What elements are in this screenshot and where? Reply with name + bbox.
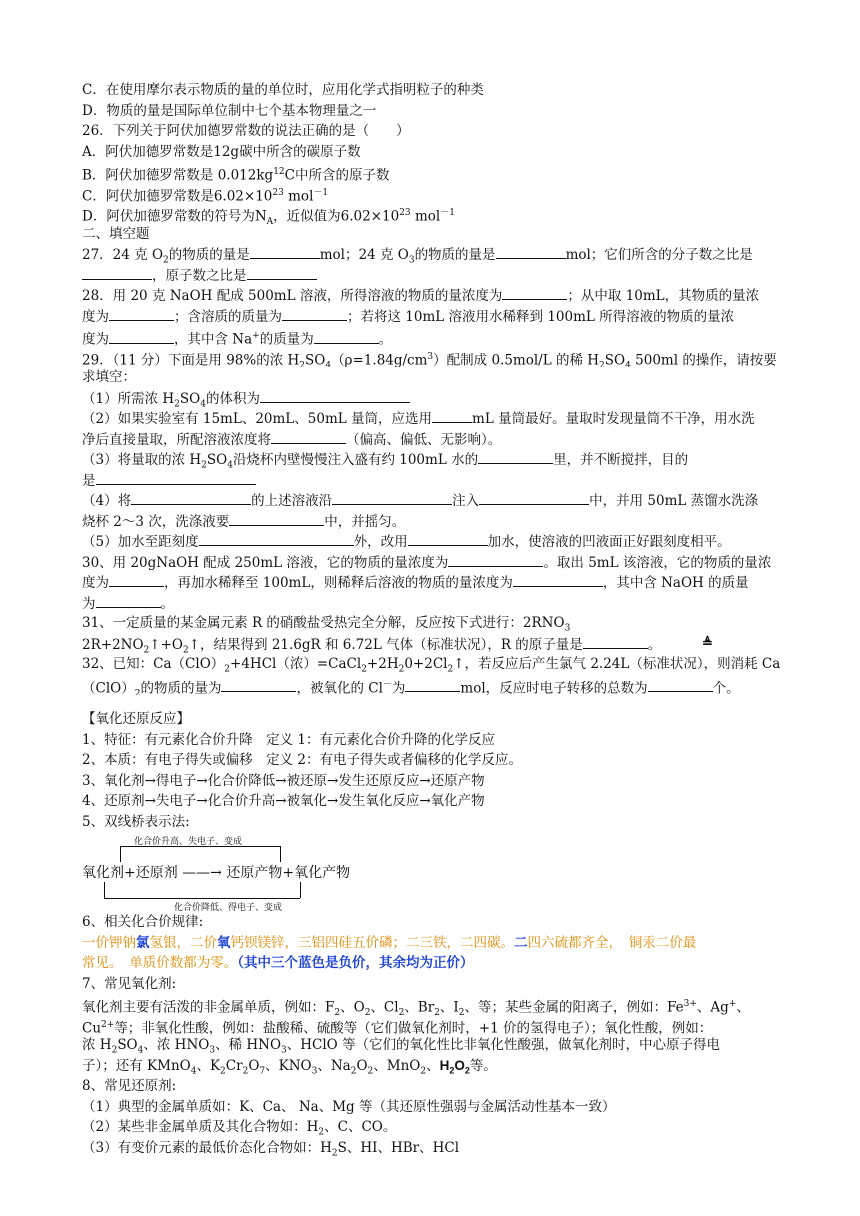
- question-29-part3-line1: （3）将量取的浓 $H_2SO_4$沿烧杯内壁慢慢注入盛有约 100mL 水的 里，并不断搅拌，目的: [82, 449, 782, 470]
- oxidant-line2: $Cu^{2+}$等；非氧化性酸，例如：盐酸稀、硫酸等（它们做氧化剂时，+1 价的氢得电子）；氧化性酸，例如：: [82, 1019, 713, 1035]
- reductant-line3: （3）有变价元素的最低价态化合物如：$H_2S$、HI、HBr、HCl: [82, 1139, 460, 1158]
- section-fill-blank: 二、填空题: [82, 225, 150, 242]
- question-26: 26．下列关于阿伏加德罗常数的说法正确的是（ ）: [82, 123, 410, 139]
- option-d-26: D．阿伏加德罗常数的符号为$N_A$，近似值为$6.02\times 10^{23}$ mol$^{-1}$: [82, 208, 455, 224]
- question-28-line1: 28．用 20 克 NaOH 配成 500mL 溶液，所得溶液的物质的量浓度为 ；从中取 10mL，其物质的量浓: [82, 285, 782, 306]
- redox-title: 【氧化还原反应】: [82, 711, 190, 727]
- valence-rhyme-line2: 常见。 单质价数都为零。（其中三个蓝色是负价，其余均为正价）: [82, 955, 474, 971]
- question-32-line1: 32、已知：$Ca(ClO)_2+4HCl$（浓）$=CaCl_2+2H_20+2Cl_2↑$，若反应后产生氯气 2.24L（标准状况），则消耗 Ca: [82, 656, 781, 675]
- bottom-bridge-line: [104, 898, 300, 899]
- redox-rule-2: 2、本质：有电子得失或偏移 定义 2：有电子得失或者偏移的化学反应。: [82, 752, 522, 768]
- top-bridge-line: [120, 846, 280, 847]
- double-bridge-diagram: [82, 832, 402, 912]
- question-29-part2-line1: （2）如果实验室有 15mL、20mL、50mL 量筒，应选用 mL 量筒最好。量取时发现量筒不干净，用水洗: [82, 408, 782, 429]
- top-bridge-left: [120, 846, 121, 862]
- blank: [478, 449, 553, 464]
- blank: [479, 490, 589, 505]
- question-29-line2: 求填空：: [82, 369, 136, 385]
- blank: [648, 677, 713, 692]
- option-c-25: C．在使用摩尔表示物质的量的单位时，应用化学式指明粒子的种类: [82, 82, 484, 98]
- reductant-line1: （1）典型的金属单质如：K、Ca、 Na、Mg 等（其还原性强弱与金属活动性基本一致）: [82, 1098, 616, 1115]
- question-31-line2: $2R+2NO_2↑+O_2↑$，结果得到 21.6gR 和 6.72L 气体（标准状况），R 的原子量是 。: [82, 634, 782, 655]
- question-29-part3-line2: 是: [82, 470, 782, 491]
- blank: [131, 490, 251, 505]
- blank: [405, 677, 460, 692]
- redox-rule-6: 6、相关化合价规律:: [82, 914, 204, 930]
- blank: [96, 470, 256, 485]
- blank: [109, 329, 174, 344]
- diagram-equation: 氧化剂+还原剂 ——→ 还原产物+氧化产物: [82, 865, 351, 881]
- question-29-line1: 29．（11 分）下面是用 98%的浓 $H_2SO_4(\rho=1.84g/cm^3)$配制成 0.5mol/L 的稀 $H_2SO_4$ 500ml 的操作，请按要: [82, 351, 777, 367]
- blank: [221, 677, 296, 692]
- redox-rule-4: 4、还原剂→失电子→化合价升高→被氧化→发生氧化反应→氧化产物: [82, 793, 485, 809]
- blank: [109, 306, 174, 321]
- blank: [250, 244, 320, 259]
- redox-rule-8: 8、常见还原剂:: [82, 1078, 177, 1094]
- oxidant-line4: 子）；还有 KMnO$_4$、$K_2Cr_2O_7$、$KNO_3$、$Na_2O_2$、MnO$_2$、$H_2O_2$等。: [82, 1057, 497, 1076]
- blank: [109, 572, 164, 587]
- redox-rule-7: 7、常见氧化剂:: [82, 975, 177, 992]
- oxidant-line3: 浓 $H_2SO_4$、浓 $HNO_3$、稀 $HNO_3$、HClO 等（它们的氧化性比非氧化性酸强，做氧化剂时，中心原子得电: [82, 1037, 721, 1056]
- blank: [513, 572, 603, 587]
- question-32-line2: $(ClO)_2$的物质的量为 ，被氧化的 Cl－为 mol，反应时电子转移的总数为 个。: [82, 675, 782, 696]
- blank: [496, 244, 566, 259]
- question-31-line1: 31、一定质量的某金属元素 R 的硝酸盐受热完全分解，反应按下式进行：$2RNO_3$: [82, 615, 571, 634]
- diagram-top-label: 化合价升高、失电子、变成: [134, 837, 243, 847]
- blank: [408, 531, 488, 546]
- blank: [247, 265, 317, 280]
- blank: [199, 531, 354, 546]
- bottom-bridge-left: [104, 882, 105, 898]
- bottom-bridge-right: [300, 882, 301, 898]
- question-27-line2: ，原子数之比是: [82, 265, 782, 286]
- option-a-26: A．阿伏加德罗常数是12g碳中所含的碳原子数: [82, 143, 361, 160]
- reductant-line2: （2）某些非金属单质及其化合物如：$H_2$、C、CO。: [82, 1119, 397, 1138]
- redox-rule-5: 5、双线桥表示法:: [82, 813, 190, 830]
- redox-rule-1: 1、特征：有元素化合价升降 定义 1：有元素化合价升降的化学反应: [82, 731, 495, 748]
- question-29-part4-line1: （4）将 的上述溶液沿 注入 中，并用 50mL 蒸馏水洗涤: [82, 490, 782, 511]
- question-28-line3: 度为 ，其中含 Na+的质量为 。: [82, 326, 782, 347]
- heating-symbol: ≜: [702, 636, 713, 651]
- blank: [260, 388, 410, 403]
- question-29-part5: （5）加水至距刻度 外，改用 加水，使溶液的凹液面正好跟刻度相平。: [82, 531, 782, 552]
- question-29-part2-line2: 净后直接量取，所配溶液浓度将 （偏高、偏低、无影响）。: [82, 429, 782, 450]
- question-29-part4-line2: 烧杯 2～3 次，洗涤液要 中，并摇匀。: [82, 511, 782, 532]
- blank: [432, 408, 472, 423]
- blank: [332, 490, 452, 505]
- top-bridge-right: [280, 846, 281, 862]
- question-30-line1: 30、用 20gNaOH 配成 250mL 溶液，它的物质的量浓度为 。取出 5mL 该溶液，它的物质的量浓: [82, 552, 782, 573]
- blank: [271, 429, 346, 444]
- blank: [82, 265, 152, 280]
- blank: [229, 511, 324, 526]
- oxidant-line1: 氧化剂主要有活泼的非金属单质，例如：$F_2$、$O_2$、$Cl_2$、$Br_2$、$I_2$、等；某些金属的阳离子，例如：$Fe^{3+}$、Ag+、: [82, 999, 750, 1015]
- option-c-26: C．阿伏加德罗常数是$6.02\times 10^{23}$ mol$^{-1}$: [82, 187, 329, 203]
- question-30-line3: 为 。: [82, 593, 782, 614]
- blank: [448, 552, 543, 567]
- blank: [502, 285, 567, 300]
- valence-rhyme-line1: 一价钾钠氯氢银，二价氧钙钡镁锌，三铝四硅五价磷；二三铁，二四碳。二四六硫都齐全， 铜汞二价最: [82, 934, 697, 951]
- blank: [583, 634, 648, 649]
- blank: [96, 593, 161, 608]
- redox-rule-3: 3、氧化剂→得电子→化合价降低→被还原→发生还原反应→还原产物: [82, 772, 485, 789]
- question-27-line1: 27．24 克 $O_2$的物质的量是 mol；24 克 $O_3$的物质的量是 mol；它们所含的分子数之比是: [82, 244, 782, 265]
- question-29-part1: （1）所需浓 $H_2SO_4$的体积为: [82, 388, 782, 409]
- blank: [282, 306, 347, 321]
- document-page: [82, 80, 782, 1158]
- question-28-line2: 度为 ；含溶质的质量为 ；若将这 10mL 溶液用水稀释到 100mL 所得溶液的物质的量浓: [82, 306, 782, 327]
- option-b-26: B．阿伏加德罗常数是 $0.012kg^{12}C$中所含的原子数: [82, 167, 390, 183]
- diagram-bottom-label: 化合价降低、得电子、变成: [174, 903, 283, 913]
- option-d-25: D．物质的量是国际单位制中七个基本物理量之一: [82, 102, 377, 119]
- blank: [314, 329, 379, 344]
- question-30-line2: 度为 ，再加水稀释至 100mL，则稀释后溶液的物质的量浓度为 ，其中含 NaOH 的质量: [82, 572, 782, 593]
